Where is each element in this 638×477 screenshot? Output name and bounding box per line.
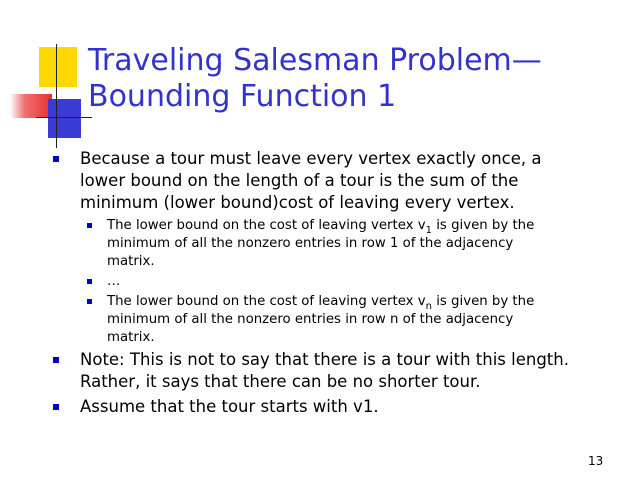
square-bullet-icon: [53, 404, 59, 410]
title-line-2: Bounding Function 1: [88, 79, 397, 114]
logo-red-bar: [10, 94, 52, 118]
slide-body: [0, 148, 638, 421]
sub-bullet-text: [107, 217, 565, 271]
bullet-item: [0, 148, 570, 214]
title-line-1: Traveling Salesman Problem—: [88, 43, 542, 78]
logo-horizontal-line: [36, 117, 92, 118]
subscript: 1: [425, 225, 432, 236]
square-bullet-icon: [87, 299, 92, 304]
logo-blue-square: [48, 99, 81, 138]
sub-bullet-item: [0, 293, 565, 347]
sub-bullet-text: …: [107, 274, 121, 289]
sub-bullet-text: [107, 293, 565, 347]
slide-title: [88, 43, 608, 115]
sub-bullet-item: [0, 217, 565, 271]
square-bullet-icon: [53, 156, 59, 162]
sub-bullet-item: [0, 273, 565, 291]
bullet-item: [0, 349, 570, 393]
text-before: The lower bound on the cost of leaving vertex v: [107, 218, 426, 233]
square-bullet-icon: [53, 357, 59, 363]
text-after: is given by the minimum of all the nonzero entries in row n of the adjacency matrix.: [107, 294, 535, 345]
bullet-item: [0, 396, 570, 418]
corner-logo: [0, 0, 100, 150]
subscript: n: [425, 301, 432, 312]
logo-yellow-square: [39, 47, 77, 87]
square-bullet-icon: [87, 223, 92, 228]
square-bullet-icon: [87, 279, 92, 284]
bullet-text: Because a tour must leave every vertex exactly once, a lower bound on the length of a tour is the sum of the minimum (lower bound)cost of leaving every vertex.: [80, 149, 542, 212]
page-number: 13: [588, 454, 604, 468]
text-before: The lower bound on the cost of leaving vertex v: [107, 294, 426, 309]
bullet-text: Note: This is not to say that there is a tour with this length. Rather, it says that there can be no shorter tour.: [80, 350, 569, 391]
logo-vertical-line: [56, 44, 57, 148]
bullet-text: Assume that the tour starts with v1.: [80, 397, 379, 416]
text-after: is given by the minimum of all the nonzero entries in row 1 of the adjacency matrix.: [107, 218, 535, 269]
